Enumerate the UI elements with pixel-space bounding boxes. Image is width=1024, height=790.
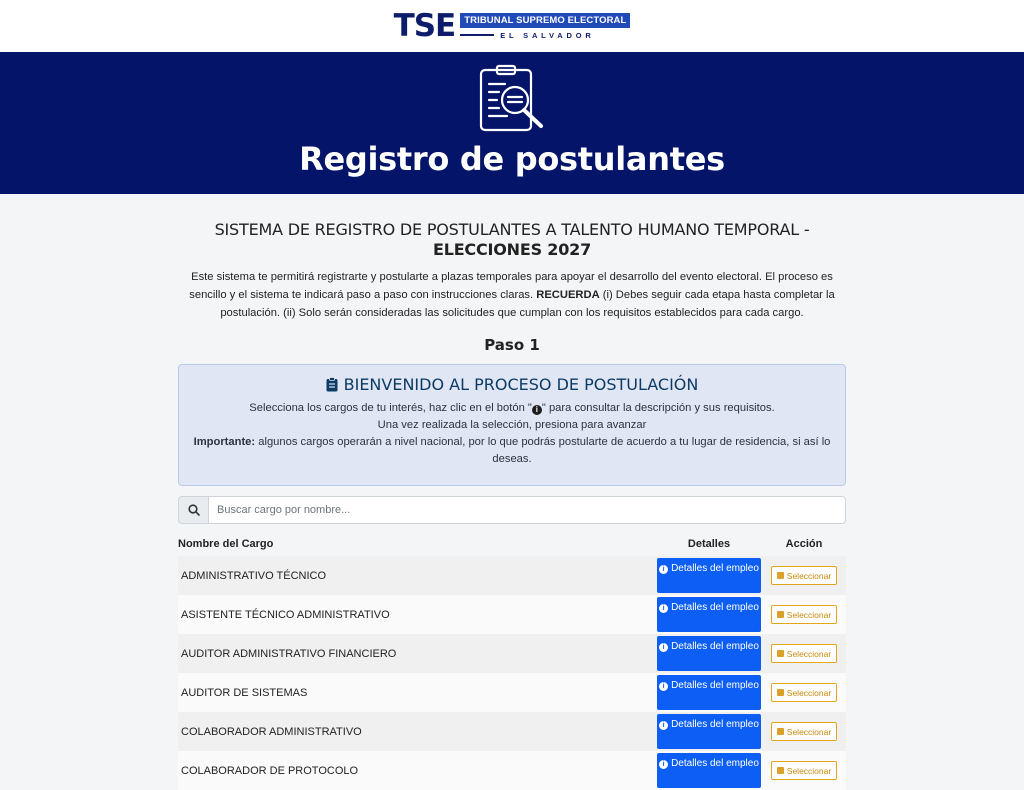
welcome-title-text: BIENVENIDO AL PROCESO DE POSTULACIÓN [343, 375, 699, 394]
search-icon [188, 504, 200, 516]
select-label: Seleccionar [786, 726, 832, 737]
details-button[interactable] [657, 753, 761, 788]
select-label: Seleccionar [786, 570, 832, 581]
details-button[interactable] [657, 558, 761, 593]
details-button[interactable] [657, 636, 761, 671]
important-text: algunos cargos operarán a nivel nacional, por lo que podrás postularte de acuerdo a tu lugar de residencia, si así lo deseas. [258, 436, 831, 465]
square-icon [777, 650, 784, 657]
details-label: Detalles del empleo [671, 680, 759, 691]
info-icon: i [659, 721, 668, 730]
welcome-line1-a: Selecciona los cargos de tu interés, haz clic en el botón " [249, 402, 532, 414]
select-button[interactable] [771, 644, 837, 663]
square-icon [777, 767, 784, 774]
positions-table [178, 532, 846, 790]
select-button[interactable] [771, 683, 837, 702]
select-button[interactable] [771, 722, 837, 741]
step-label: Paso 1 [484, 336, 540, 354]
square-icon [777, 572, 784, 579]
table-row [178, 751, 846, 790]
square-icon [777, 728, 784, 735]
hero-banner [0, 52, 1024, 194]
search-bar [178, 496, 846, 524]
logo-subtitle: EL SALVADOR [500, 30, 595, 40]
intro-text-b: (i) Debes seguir cada etapa hasta completar la postulación. (ii) Solo serán consideradas las solicitudes que cumplan con los requisitos establecidos para cada cargo. [220, 289, 835, 319]
page-title: Registro de postulantes [299, 140, 725, 178]
logo-line1: TRIBUNAL SUPREMO ELECTORAL [460, 13, 630, 28]
position-name: COLABORADOR ADMINISTRATIVO [181, 725, 362, 738]
header-details: Detalles [687, 538, 731, 550]
details-button[interactable] [657, 597, 761, 632]
details-button[interactable] [657, 675, 761, 710]
logo-mark: TSE [393, 7, 456, 44]
system-title-line1: SISTEMA DE REGISTRO DE POSTULANTES A TALENTO HUMANO TEMPORAL - [214, 220, 810, 239]
clipboard-icon [326, 377, 338, 392]
top-bar [0, 0, 1024, 52]
system-title-line2: ELECCIONES 2027 [432, 240, 592, 259]
system-title [178, 220, 846, 260]
main-content [178, 220, 846, 790]
header-action: Acción [785, 538, 823, 550]
search-input[interactable] [208, 496, 846, 524]
select-button[interactable] [771, 605, 837, 624]
select-label: Seleccionar [786, 687, 832, 698]
select-button[interactable] [771, 566, 837, 585]
select-button[interactable] [771, 761, 837, 780]
welcome-line1 [179, 400, 845, 417]
info-icon: i [659, 760, 668, 769]
square-icon [777, 689, 784, 696]
important-label: Importante: [193, 436, 256, 448]
search-addon [178, 496, 208, 524]
details-label: Detalles del empleo [671, 563, 759, 574]
table-header-row [178, 532, 846, 556]
details-label: Detalles del empleo [671, 641, 759, 652]
logo-text [460, 13, 630, 40]
position-name: ASISTENTE TÉCNICO ADMINISTRATIVO [181, 608, 390, 621]
details-label: Detalles del empleo [671, 602, 759, 613]
info-icon: i [659, 643, 668, 652]
logo-rule [460, 34, 494, 36]
table-row [178, 595, 846, 634]
table-row [178, 712, 846, 751]
position-name: ADMINISTRATIVO TÉCNICO [181, 569, 327, 582]
select-label: Seleccionar [786, 648, 832, 659]
position-name: AUDITOR ADMINISTRATIVO FINANCIERO [181, 647, 397, 660]
logo-line2 [460, 31, 630, 40]
table-row [178, 556, 846, 595]
welcome-panel [178, 364, 846, 486]
details-button[interactable] [657, 714, 761, 749]
position-name: COLABORADOR DE PROTOCOLO [181, 764, 359, 777]
tse-logo[interactable] [393, 7, 631, 44]
intro-text-a: Este sistema te permitirá registrarte y postularte a plazas temporales para apoyar el desarrollo del evento electoral. El proceso es sencillo y el sistema te indicará paso a paso con instrucciones claras. [189, 271, 833, 301]
details-label: Detalles del empleo [671, 758, 759, 769]
welcome-title [179, 375, 845, 394]
details-label: Detalles del empleo [671, 719, 759, 730]
table-row [178, 634, 846, 673]
table-row [178, 673, 846, 712]
intro-recuerda: RECUERDA [536, 289, 600, 301]
welcome-line2: Una vez realizada la selección, presiona para avanzar [377, 419, 647, 431]
info-icon: i [532, 405, 542, 415]
select-label: Seleccionar [786, 609, 832, 620]
clipboard-search-icon [475, 64, 549, 134]
info-icon: i [659, 604, 668, 613]
header-name: Nombre del Cargo [178, 538, 274, 550]
intro-text [178, 268, 846, 322]
square-icon [777, 611, 784, 618]
welcome-line1-b: " para consultar la descripción y sus requisitos. [541, 402, 775, 414]
welcome-important [179, 434, 845, 468]
info-icon: i [659, 682, 668, 691]
info-icon: i [659, 565, 668, 574]
select-label: Seleccionar [786, 765, 832, 776]
position-name: AUDITOR DE SISTEMAS [181, 686, 308, 699]
